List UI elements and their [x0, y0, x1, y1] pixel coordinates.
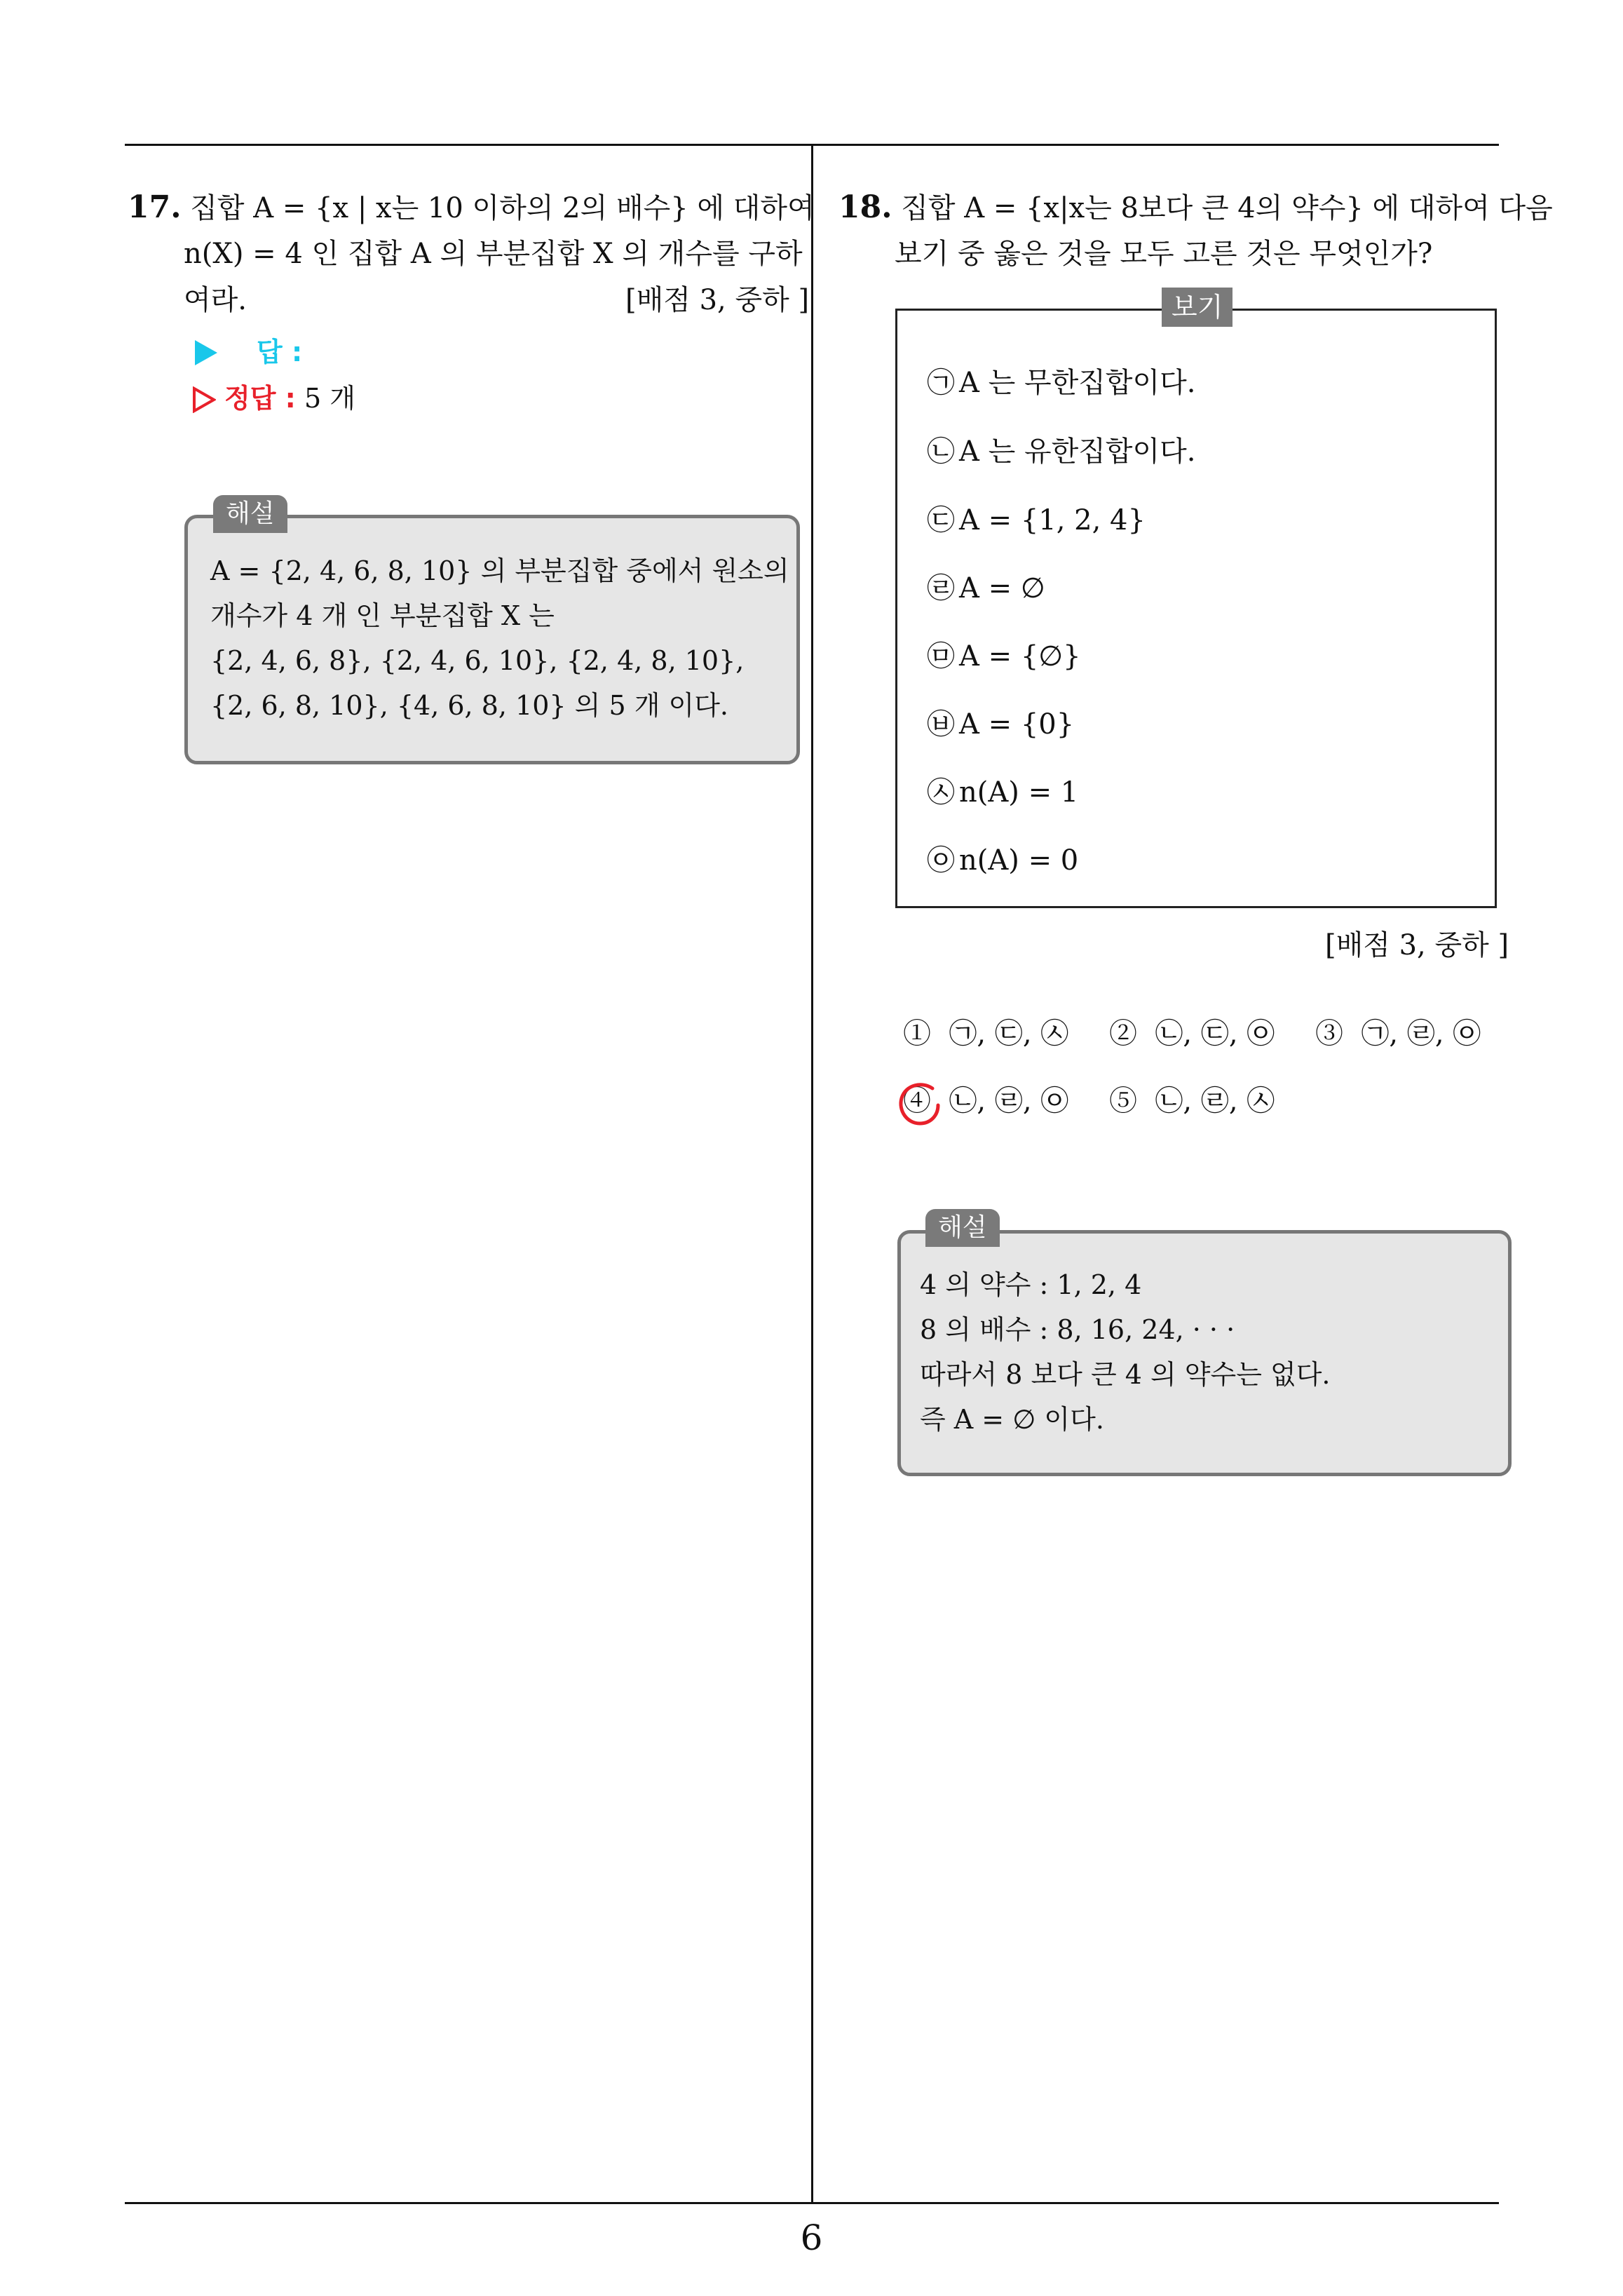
- q18-line-2: 보기 중 옳은 것을 모두 고른 것은 무엇인가?: [895, 238, 1433, 270]
- q17-text-1: 집합 A = {x | x는 10 이하의 2의 배수} 에 대하여: [190, 192, 815, 224]
- bogi-item: [927, 569, 1045, 608]
- bogi-text: A = {0}: [959, 708, 1075, 741]
- q18-score: [배점 3, 중하 ]: [1325, 929, 1509, 961]
- choice-number: ①: [903, 1018, 931, 1050]
- bogi-text: A = {1, 2, 4}: [959, 504, 1146, 536]
- q18-number: 18.: [838, 189, 892, 225]
- bogi-item: [927, 501, 1146, 540]
- bogi-item: [927, 841, 1078, 880]
- bogi-mark: ㉣: [927, 572, 955, 605]
- column-divider: [811, 144, 813, 2203]
- q17-solution-tag: 해설: [213, 495, 287, 533]
- choice-text: ㉡, ㉣, ㉦: [1155, 1085, 1275, 1117]
- q18-solution-line-2: 8 의 배수 : 8, 16, 24, · · ·: [920, 1314, 1235, 1345]
- bogi-item: [927, 363, 1196, 403]
- play-icon: [195, 340, 217, 365]
- choice-number: ⑤: [1109, 1085, 1137, 1117]
- q17-line-3: 여라.: [184, 284, 247, 316]
- q17-correct-value: 5 개: [304, 383, 355, 414]
- q18-solution-line-1: 4 의 약수 : 1, 2, 4: [920, 1269, 1142, 1300]
- bogi-text: n(A) = 0: [959, 844, 1079, 877]
- bottom-rule: [125, 2202, 1499, 2204]
- q17-answer-row: [195, 332, 302, 372]
- q18-text-1: 집합 A = {x|x는 8보다 큰 4의 약수} 에 대하여 다음: [901, 192, 1553, 224]
- q17-line-2: n(X) = 4 인 집합 A 의 부분집합 X 의 개수를 구하: [184, 238, 803, 270]
- selected-circle-mark-icon: [896, 1080, 945, 1130]
- bogi-mark: ㉥: [927, 708, 955, 741]
- q18-line-1: [838, 188, 1553, 228]
- bogi-text: n(A) = 1: [959, 776, 1079, 809]
- q17-answer-label: 답 :: [257, 337, 303, 367]
- bogi-text: A = {∅}: [959, 640, 1081, 673]
- bogi-item: [927, 773, 1078, 812]
- outline-triangle-icon: [192, 386, 216, 413]
- q17-solution-line-3: {2, 4, 6, 8}, {2, 4, 6, 10}, {2, 4, 8, 10},: [210, 645, 745, 676]
- choice-number: ②: [1109, 1018, 1137, 1050]
- bogi-mark: ㉢: [927, 504, 955, 536]
- bogi-mark: ㉠: [927, 367, 955, 399]
- bogi-mark: ㉦: [927, 776, 955, 809]
- choice-text: ㉡, ㉢, ㉧: [1155, 1018, 1275, 1050]
- page-number: 6: [800, 2217, 823, 2258]
- choice-1[interactable]: [903, 1014, 1068, 1053]
- bogi-text: A 는 유한집합이다.: [959, 435, 1196, 468]
- choice-number: ③: [1315, 1018, 1343, 1050]
- choice-text: ㉠, ㉢, ㉦: [949, 1018, 1069, 1050]
- q17-solution-line-4: {2, 6, 8, 10}, {4, 6, 8, 10} 의 5 개 이다.: [210, 690, 728, 721]
- choice-text: ㉡, ㉣, ㉧: [949, 1085, 1069, 1117]
- choice-5[interactable]: [1109, 1081, 1275, 1121]
- bogi-mark: ㉧: [927, 844, 955, 877]
- choice-2[interactable]: [1109, 1014, 1275, 1053]
- q17-line-1: [128, 188, 815, 228]
- q18-solution-line-3: 따라서 8 보다 큰 4 의 약수는 없다.: [920, 1359, 1331, 1390]
- bogi-mark: ㉡: [927, 435, 955, 468]
- bogi-text: A = ∅: [959, 572, 1045, 605]
- q17-solution-line-2: 개수가 4 개 인 부분집합 X 는: [210, 600, 555, 631]
- q17-number: 17.: [128, 189, 182, 225]
- q17-solution-line-1: A = {2, 4, 6, 8, 10} 의 부분집합 중에서 원소의: [210, 555, 789, 586]
- choice-text: ㉠, ㉣, ㉧: [1361, 1018, 1481, 1050]
- bogi-item: [927, 705, 1074, 744]
- bogi-item: [927, 637, 1081, 676]
- choice-3[interactable]: [1315, 1014, 1481, 1053]
- bogi-tag: 보기: [1162, 288, 1232, 327]
- q17-correct-row: [192, 379, 355, 418]
- bogi-item: [927, 432, 1196, 471]
- bogi-text: A 는 무한집합이다.: [959, 367, 1196, 399]
- q18-solution-tag: 해설: [925, 1209, 1000, 1247]
- q17-score: [배점 3, 중하 ]: [625, 284, 810, 316]
- q17-correct-label: 정답 :: [224, 383, 296, 414]
- q18-solution-line-4: 즉 A = ∅ 이다.: [920, 1404, 1104, 1435]
- choice-number: ④: [903, 1085, 931, 1117]
- bogi-mark: ㉤: [927, 640, 955, 673]
